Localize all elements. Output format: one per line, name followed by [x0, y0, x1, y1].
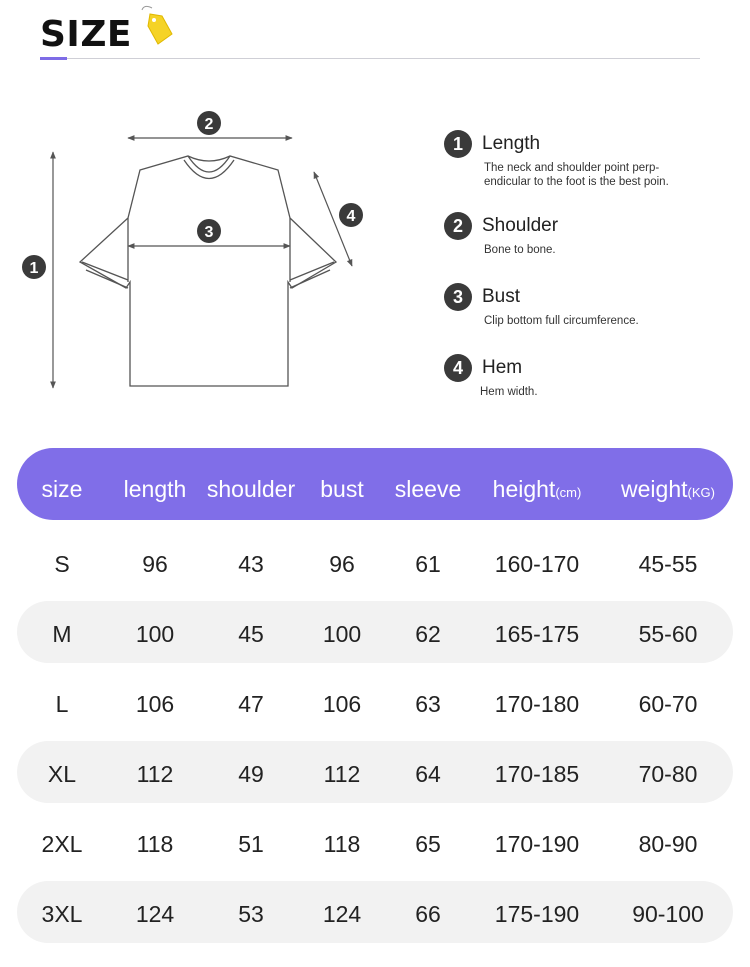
cell-weight: 80-90	[638, 831, 698, 857]
cell-weight: 55-60	[638, 621, 698, 647]
legend-title: Length	[482, 133, 541, 154]
header-divider	[40, 58, 700, 59]
marker-4	[339, 203, 363, 227]
cell-height: 170-180	[494, 691, 580, 717]
cell-bust: 118	[323, 831, 361, 857]
header-size: size	[41, 476, 83, 502]
header-height-unit: (cm)	[555, 485, 582, 500]
header-divider-accent	[40, 57, 67, 60]
svg-text:1: 1	[29, 260, 39, 277]
cell-height: 170-185	[494, 761, 580, 787]
header-weight: weight(KG)	[621, 476, 715, 502]
legend-desc: Bone to bone.	[484, 244, 556, 256]
table-row	[17, 671, 733, 733]
cell-weight: 45-55	[638, 551, 698, 577]
cell-weight: 70-80	[638, 761, 698, 787]
marker-1	[22, 255, 46, 279]
cell-weight: 90-100	[632, 901, 704, 927]
marker-2	[197, 111, 221, 135]
cell-bust: 124	[322, 901, 362, 927]
cell-sleeve: 65	[415, 831, 441, 857]
legend-badge: 3	[444, 283, 472, 311]
svg-text:2: 2	[204, 116, 214, 133]
cell-size: XL	[47, 761, 77, 787]
cell-length: 118	[136, 831, 174, 857]
header-height: height(cm)	[492, 476, 582, 502]
cell-shoulder: 51	[238, 831, 264, 857]
price-tag-icon	[136, 4, 176, 48]
cell-bust: 106	[322, 691, 362, 717]
svg-text:4: 4	[346, 208, 356, 225]
marker-3	[197, 219, 221, 243]
header-length: length	[123, 476, 187, 502]
cell-size: 3XL	[41, 901, 83, 927]
legend-desc: Hem width.	[480, 386, 538, 398]
cell-length: 106	[135, 691, 175, 717]
cell-height: 175-190	[494, 901, 580, 927]
legend-title: Hem	[482, 357, 523, 378]
legend-badge: 4	[444, 354, 472, 382]
size-table-header	[17, 448, 733, 520]
cell-shoulder: 43	[238, 551, 264, 577]
cell-bust: 112	[323, 761, 361, 787]
cell-size: L	[55, 691, 69, 717]
cell-sleeve: 62	[415, 621, 441, 647]
cell-shoulder: 49	[238, 761, 264, 787]
cell-shoulder: 47	[238, 691, 264, 717]
header-shoulder: shoulder	[206, 476, 296, 502]
svg-text:3: 3	[204, 224, 214, 241]
cell-bust: 96	[329, 551, 355, 577]
table-row	[17, 881, 733, 943]
table-row	[17, 601, 733, 663]
table-row	[17, 741, 733, 803]
cell-sleeve: 66	[415, 901, 441, 927]
cell-height: 170-190	[494, 831, 580, 857]
legend-desc: Clip bottom full circumference.	[484, 315, 639, 327]
page-title: SIZE	[40, 14, 133, 55]
cell-length: 112	[136, 761, 174, 787]
header-bust: bust	[320, 476, 364, 502]
tshirt-diagram	[0, 80, 420, 410]
cell-sleeve: 61	[415, 551, 441, 577]
legend-title: Bust	[482, 286, 521, 307]
cell-length: 124	[135, 901, 175, 927]
header-sleeve: sleeve	[394, 476, 462, 502]
cell-size: 2XL	[41, 831, 83, 857]
header-weight-unit: (KG)	[687, 485, 715, 500]
table-row	[17, 531, 733, 593]
cell-sleeve: 63	[415, 691, 441, 717]
legend-badge: 1	[444, 130, 472, 158]
table-row	[17, 811, 733, 873]
cell-sleeve: 64	[415, 761, 441, 787]
tshirt-outline-icon	[80, 156, 336, 386]
cell-bust: 100	[322, 621, 362, 647]
cell-length: 100	[135, 621, 175, 647]
cell-size: S	[54, 551, 70, 577]
legend-title: Shoulder	[482, 215, 559, 236]
cell-size: M	[52, 621, 72, 647]
legend-desc: The neck and shoulder point perp- endicular to the foot is the best poin.	[484, 162, 669, 188]
cell-height: 165-175	[494, 621, 580, 647]
cell-weight: 60-70	[638, 691, 698, 717]
cell-length: 96	[142, 551, 168, 577]
cell-shoulder: 53	[238, 901, 264, 927]
cell-height: 160-170	[494, 551, 580, 577]
page-header	[40, 10, 700, 62]
cell-shoulder: 45	[238, 621, 264, 647]
legend-badge: 2	[444, 212, 472, 240]
